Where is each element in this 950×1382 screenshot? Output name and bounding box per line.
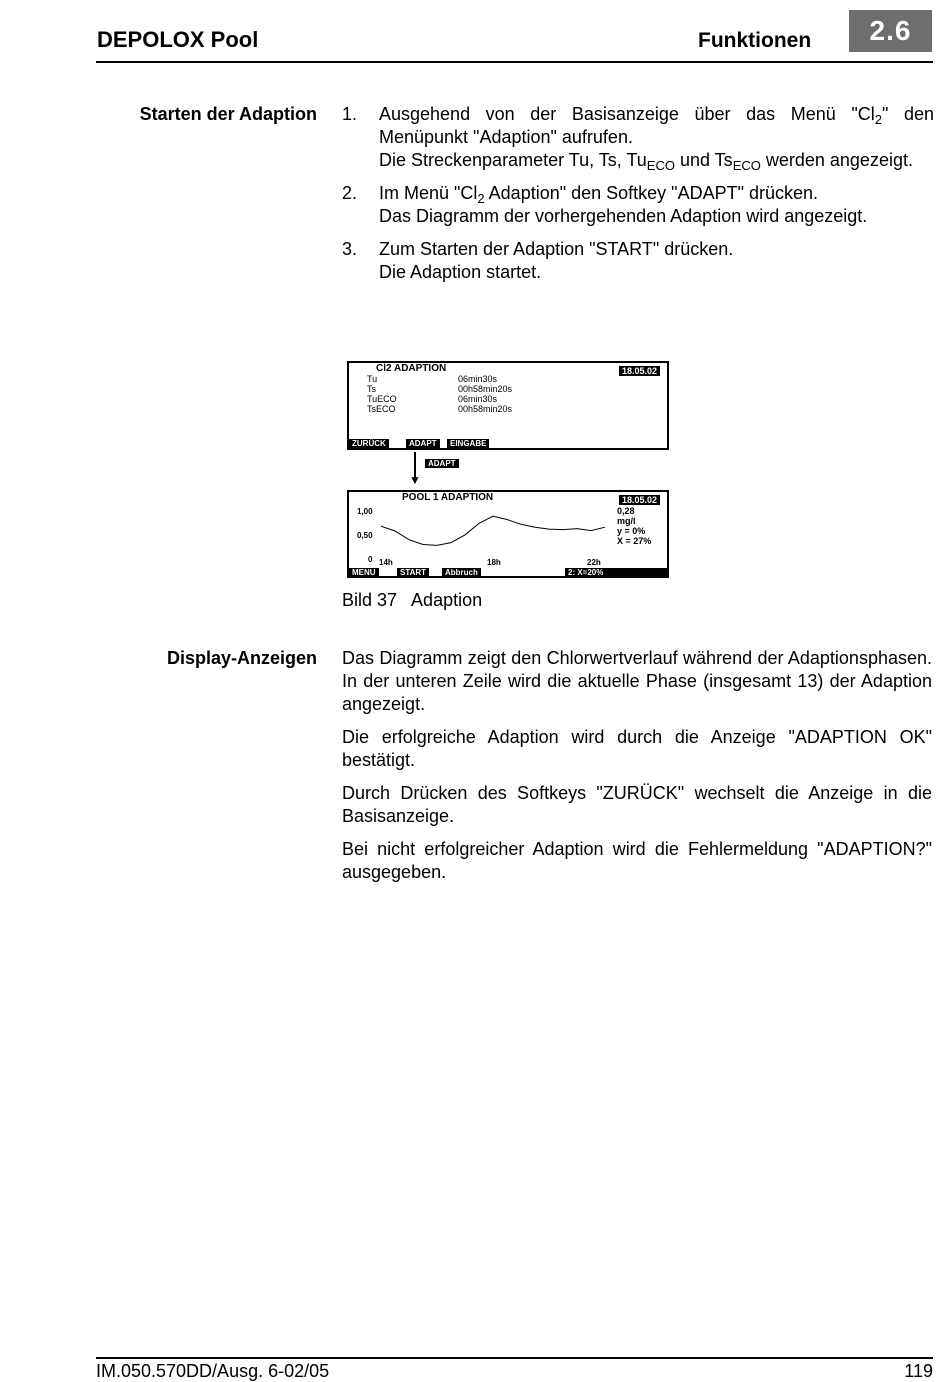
step-number: 2. xyxy=(342,183,358,203)
reading-x: X = 27% xyxy=(617,536,652,546)
softkey-adapt[interactable]: ADAPT xyxy=(406,439,440,448)
step-result: Das Diagramm der vorhergehenden Adaption wird angezeigt. xyxy=(379,206,868,226)
figure-caption: Bild 37 Adaption xyxy=(342,590,483,610)
x-tick-label: 14h xyxy=(379,558,393,567)
lcd-title: Cl2 ADAPTION xyxy=(376,363,447,374)
x-tick-label: 18h xyxy=(487,558,501,567)
chart-series-line xyxy=(381,516,605,545)
footer-rule xyxy=(96,1357,933,1359)
step-result: Die Streckenparameter Tu, Ts, $Tu_{ECO}$ und $Ts_{ECO}$ werden angezeigt. xyxy=(379,150,913,173)
param-value: 06min30s xyxy=(458,394,498,404)
side-heading-display: Display-Anzeigen xyxy=(166,648,317,668)
status-phase: 2: X=20% xyxy=(565,568,667,577)
step-number: 3. xyxy=(342,239,358,259)
y-tick-label: 0 xyxy=(368,555,373,564)
step-item xyxy=(342,238,934,284)
param-name: TsECO xyxy=(367,404,396,414)
section-title: Funktionen xyxy=(698,29,812,52)
softkey-zurueck[interactable]: ZURÜCK xyxy=(349,439,389,448)
chapter-badge: 2.6 xyxy=(849,10,932,52)
paragraph: Das Diagramm zeigt den Chlorwertverlauf während der Adaptionsphasen. In der unteren Zeile wird die aktuelle Phase (insgesamt 13) der Adaption angezeigt. xyxy=(342,648,932,714)
param-value: 00h58min20s xyxy=(458,384,513,394)
arrow-down-icon: ▼ xyxy=(409,473,421,487)
step-instruction: Zum Starten der Adaption "START" drücken. xyxy=(379,239,734,259)
softkey-abbruch[interactable]: Abbruch xyxy=(442,568,481,577)
paragraph: Die erfolgreiche Adaption wird durch die Anzeige "ADAPTION OK" bestätigt. xyxy=(342,727,932,770)
param-name: Ts xyxy=(367,384,376,394)
paragraph: Bei nicht erfolgreicher Adaption wird die Fehlermeldung "ADAPTION?" ausgegeben. xyxy=(342,839,932,882)
paragraph: Durch Drücken des Softkeys "ZURÜCK" wechselt die Anzeige in die Basisanzeige. xyxy=(342,783,932,826)
step-result: Die Adaption startet. xyxy=(379,262,542,282)
lcd-title: POOL 1 ADAPTION xyxy=(402,492,494,503)
reading-value: 0,28 xyxy=(617,506,635,516)
reading-y: y = 0% xyxy=(617,526,646,536)
document-title: DEPOLOX Pool xyxy=(97,27,259,52)
lcd-date: 18.05.02 xyxy=(619,495,660,505)
step-item xyxy=(342,182,934,228)
softkey-menu[interactable]: MENU xyxy=(349,568,379,577)
step-instruction: Ausgehend von der Basisanzeige über das Menü "$Cl_2$" den Menüpunkt "Adaption" aufrufen. xyxy=(379,104,934,147)
softkey-eingabe[interactable]: EINGABE xyxy=(447,439,489,448)
param-name: Tu xyxy=(367,374,378,384)
header-rule xyxy=(96,61,933,63)
y-tick-label: 0,50 xyxy=(357,531,373,540)
display-text-block xyxy=(342,647,932,894)
step-instruction: Im Menü "$Cl_2$ Adaption" den Softkey "ADAPT" drücken. xyxy=(379,183,819,206)
side-heading-start: Starten der Adaption xyxy=(139,104,317,124)
arrow-label-adapt: ADAPT xyxy=(425,459,459,468)
lcd-screen-adaption-chart xyxy=(347,490,669,578)
softkey-start[interactable]: START xyxy=(397,568,429,577)
lcd-date: 18.05.02 xyxy=(619,366,660,376)
x-tick-label: 22h xyxy=(587,558,601,567)
page-number: 119 xyxy=(904,1361,933,1381)
document-number: IM.050.570DD/Ausg. 6-02/05 xyxy=(96,1361,330,1381)
param-name: TuECO xyxy=(367,394,397,404)
reading-unit: mg/l xyxy=(617,516,636,526)
adaption-chart xyxy=(379,504,615,562)
param-value: 06min30s xyxy=(458,374,498,384)
step-list xyxy=(342,103,934,294)
lcd-screen-parameters xyxy=(347,361,669,450)
step-item xyxy=(342,103,934,172)
param-value: 00h58min20s xyxy=(458,404,513,414)
step-number: 1. xyxy=(342,104,358,124)
y-tick-label: 1,00 xyxy=(357,507,373,516)
